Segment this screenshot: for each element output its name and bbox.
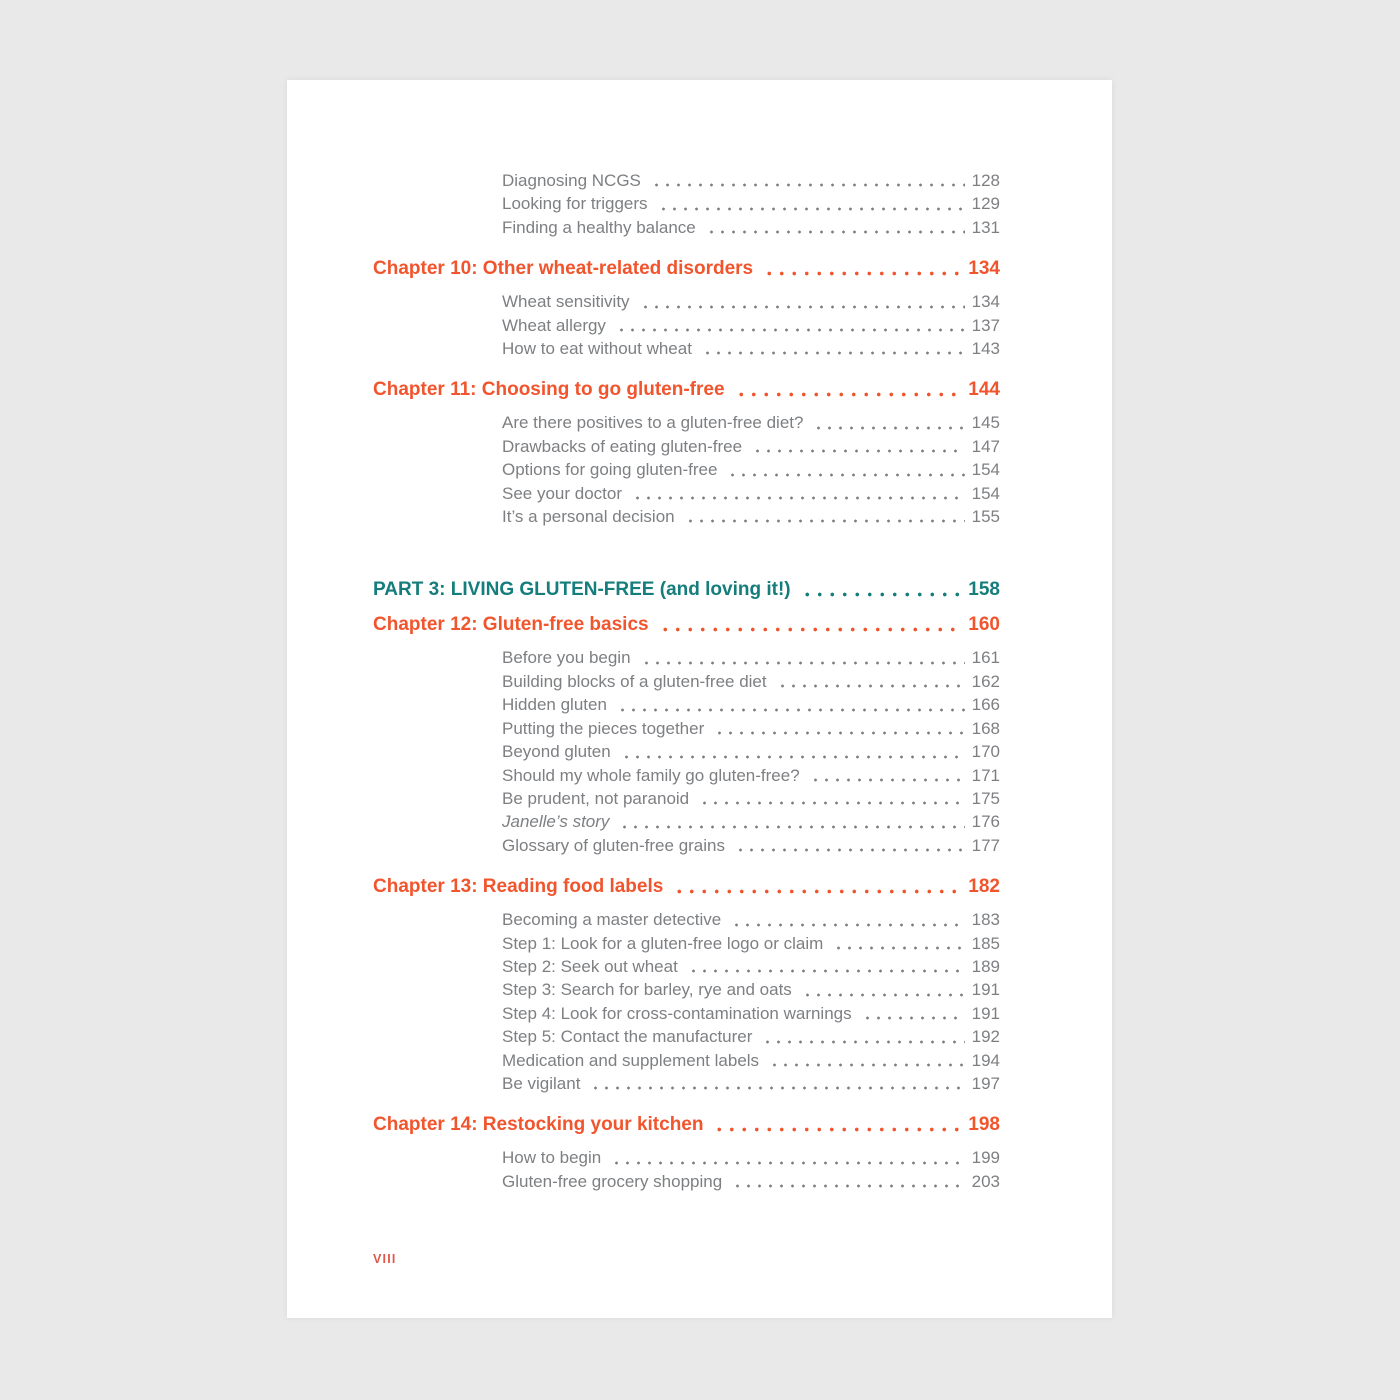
toc-entry-label: Gluten-free grocery shopping [502,1171,723,1191]
dot-leader [799,578,964,602]
toc-page-number: 131 [971,217,1000,237]
dot-leader [831,932,965,955]
dot-leader [712,717,965,740]
dot-leader [711,1113,963,1137]
toc-entry-label: Are there positives to a gluten-free diet? [502,413,804,433]
toc-page-number: 170 [971,742,1000,762]
toc-entry-label: See your doctor [502,483,623,503]
toc-page-number: 183 [971,910,1000,930]
dot-leader [808,764,965,787]
dot-leader [609,1146,965,1169]
toc-row [373,908,1000,931]
toc-row [373,717,1000,740]
toc-row [373,1002,1000,1025]
toc-entry-label: Glossary of gluten-free grains [502,835,725,855]
toc-page-number: 185 [971,933,1000,953]
dot-leader [671,875,963,899]
toc-page-number: 154 [971,460,1000,480]
toc-entry-label: Options for going gluten-free [502,460,718,480]
toc-row [373,435,1000,458]
toc-entry-label: Before you begin [502,648,631,668]
toc-entry-label: Step 3: Search for barley, rye and oats [502,980,792,1000]
toc-page-number: 189 [971,956,1000,976]
toc-page-number: 134 [971,292,1000,312]
toc-page-number: 168 [971,718,1000,738]
toc-page-number: 161 [971,648,1000,668]
toc-row [373,257,1000,281]
toc-row [373,764,1000,787]
toc-row [373,411,1000,434]
toc-entry-label: Chapter 11: Choosing to go gluten-free [373,379,725,401]
dot-leader [767,1049,965,1072]
toc-row [373,578,1000,602]
dot-leader [733,378,964,402]
toc-entry-label: Should my whole family go gluten-free? [502,765,800,785]
toc-entry-label: How to eat without wheat [502,339,692,359]
toc-row [373,646,1000,669]
toc-row [373,290,1000,313]
footer-page-number: VIII [373,1252,397,1266]
dot-leader [733,834,965,857]
toc-row [373,810,1000,833]
dot-leader [588,1072,965,1095]
toc-entry-label: Medication and supplement labels [502,1050,760,1070]
toc-page-number: 158 [968,579,1000,601]
dot-leader [615,693,965,716]
dot-leader [639,646,965,669]
toc-entry-label: Chapter 12: Gluten-free basics [373,614,649,636]
dot-leader [697,787,965,810]
toc-page-number: 177 [971,835,1000,855]
toc-entry-label: Chapter 13: Reading food labels [373,876,664,898]
toc-page-number: 175 [971,788,1000,808]
toc-entry-label: Step 5: Contact the manufacturer [502,1027,753,1047]
toc-row [373,1113,1000,1137]
dot-leader [614,314,965,337]
toc-page-number: 191 [971,980,1000,1000]
toc-row [373,834,1000,857]
toc-page-number: 166 [971,695,1000,715]
dot-leader [686,955,965,978]
dot-leader [619,740,965,763]
toc-row [373,378,1000,402]
toc-row [373,1072,1000,1095]
toc-row [373,1146,1000,1169]
dot-leader [656,192,965,215]
toc-row [373,169,1000,192]
toc-row [373,337,1000,360]
toc-entry-label: Step 4: Look for cross-contamination warnings [502,1003,852,1023]
toc-row [373,740,1000,763]
toc-row [373,1049,1000,1072]
toc-row [373,458,1000,481]
toc-row [373,1170,1000,1193]
dot-leader [725,458,965,481]
toc-entry-label: Step 2: Seek out wheat [502,956,678,976]
toc-row [373,670,1000,693]
dot-leader [700,337,965,360]
toc-entry-label: Diagnosing NCGS [502,171,641,190]
toc-page-number: 143 [971,339,1000,359]
toc-row [373,693,1000,716]
toc-page-number: 198 [968,1114,1000,1136]
toc-row [373,216,1000,239]
toc-row [373,978,1000,1001]
toc-entry-label: Wheat allergy [502,315,606,335]
toc-entry-label: Be vigilant [502,1073,581,1093]
toc-entry-label: Finding a healthy balance [502,217,696,237]
table-of-contents [373,169,1000,1193]
toc-page-number: 203 [971,1171,1000,1191]
toc-page-number: 182 [968,876,1000,898]
toc-page-number: 171 [971,765,1000,785]
toc-entry-label: Putting the pieces together [502,718,705,738]
toc-row [373,505,1000,528]
dot-leader [730,1170,965,1193]
toc-row [373,613,1000,637]
toc-entry-label: PART 3: LIVING GLUTEN-FREE (and loving it!) [373,579,791,601]
dot-leader [760,1025,965,1048]
toc-page-number: 147 [971,436,1000,456]
toc-row [373,875,1000,899]
dot-leader [657,613,964,637]
toc-page-number: 176 [971,812,1000,832]
toc-entry-label: It’s a personal decision [502,507,675,527]
dot-leader [617,810,965,833]
toc-page-number: 144 [968,379,1000,401]
toc-row [373,192,1000,215]
toc-entry-label: Looking for triggers [502,194,648,214]
toc-entry-label: Wheat sensitivity [502,292,630,312]
toc-row [373,314,1000,337]
dot-leader [729,908,965,931]
toc-page-number: 194 [971,1050,1000,1070]
dot-leader [800,978,965,1001]
toc-page-number: 191 [971,1003,1000,1023]
toc-page-number: 160 [968,614,1000,636]
toc-page-number: 192 [971,1027,1000,1047]
dot-leader [775,670,965,693]
dot-leader [630,482,965,505]
toc-entry-label: Be prudent, not paranoid [502,788,690,808]
dot-leader [811,411,965,434]
toc-row [373,787,1000,810]
toc-row [373,1025,1000,1048]
dot-leader [649,169,965,192]
toc-entry-label: Chapter 14: Restocking your kitchen [373,1114,704,1136]
toc-page-number: 129 [971,194,1000,214]
toc-page-number: 134 [968,258,1000,280]
book-page [287,80,1112,1318]
toc-entry-label: How to begin [502,1148,602,1168]
toc-page-number: 199 [971,1148,1000,1168]
toc-row [373,955,1000,978]
toc-entry-label: Chapter 10: Other wheat-related disorders [373,258,754,280]
toc-page-number: 155 [971,507,1000,527]
toc-page-number: 154 [971,483,1000,503]
toc-entry-label: Becoming a master detective [502,910,722,930]
toc-entry-label: Hidden gluten [502,695,607,715]
toc-entry-label: Janelle’s story [502,812,610,832]
dot-leader [638,290,965,313]
toc-row [373,932,1000,955]
dot-leader [860,1002,965,1025]
dot-leader [683,505,965,528]
toc-entry-label: Building blocks of a gluten-free diet [502,671,767,691]
toc-page-number: 128 [971,171,1000,190]
dot-leader [750,435,965,458]
toc-page-number: 162 [971,671,1000,691]
dot-leader [761,257,963,281]
toc-entry-label: Drawbacks of eating gluten-free [502,436,743,456]
dot-leader [704,216,965,239]
toc-page-number: 137 [971,315,1000,335]
toc-entry-label: Beyond gluten [502,742,611,762]
toc-page-number: 197 [971,1073,1000,1093]
toc-row [373,482,1000,505]
toc-entry-label: Step 1: Look for a gluten-free logo or claim [502,933,824,953]
toc-page-number: 145 [971,413,1000,433]
